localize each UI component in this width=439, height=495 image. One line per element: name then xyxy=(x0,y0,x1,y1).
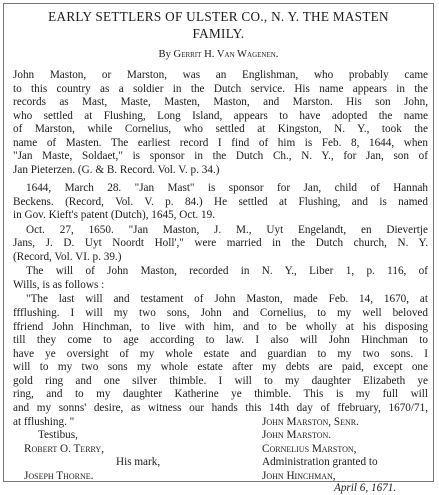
sig-john-hinchman: John Hinchman, xyxy=(262,469,336,482)
p2-line: Beckens. (Record, Vol. V. p. 84.) He settled at Flushing, and is named xyxy=(13,195,428,208)
will-line: till they come to age according to law. I also will John Hinchman to xyxy=(13,334,428,347)
will-line: have ye oversight of my whole estate and guardian to my two sons. I xyxy=(13,347,428,360)
p4-line: The will of John Maston, recorded in N. Y., Liber 1, p. 116, of xyxy=(26,265,428,278)
p4-line: Wills, is as follows : xyxy=(13,278,105,291)
sig-date: April 6, 1671. xyxy=(334,481,397,494)
p1-line: "Jan Maste, Soldaet," is sponsor in the Dutch Ch., N. Y., for Jan, son of xyxy=(13,150,428,163)
p3-line: Jans, J. D. Uyt Noordt Holl'," were married in the Dutch church, N. Y. xyxy=(13,237,428,250)
p3-line: Oct. 27, 1650. "Jan Maston, J. M., Uyt Engelandt, en Dievertje xyxy=(26,223,428,236)
will-line: at fflushing. " xyxy=(13,415,75,428)
sig-cornelius-marston: Cornelius Marston, xyxy=(262,442,357,455)
p1-line: Jan Pieterzen. (G. & B. Record. Vol. V. p. 34.) xyxy=(13,164,220,177)
title-line-2: FAMILY. xyxy=(192,26,245,41)
will-line: "The last will and testament of John Maston, made Feb. 14, 1670, at xyxy=(26,293,428,306)
will-line: ring, and to my daughter Katherine ye thimble. This is my full will xyxy=(13,388,428,401)
author-name: Gerrit H. Van Wagenen. xyxy=(173,49,279,60)
p2-line: 1644, March 28. "Jan Mast" is sponsor for Jan, child of Hannah xyxy=(26,182,428,195)
p2-line: in Gov. Kieft's patent (Dutch), 1645, Oct. 19. xyxy=(13,209,216,222)
will-line: and my sonns' desire, as witness our hands this 14th day of ffebruary, 1670/71, xyxy=(13,402,428,415)
p1-line: name of Masten. The earliest record I find of him is Feb. 8, 1644, when xyxy=(13,136,428,149)
p1-line: who settled at Flushing, Long Island, appears to have adopted the name xyxy=(13,109,428,122)
article-title-line-2 xyxy=(4,26,433,42)
p3-line: (Record, Vol. VI. p. 39.) xyxy=(13,250,122,263)
will-line: will to my two sons my whole estate after my debts are paid, except one xyxy=(13,361,428,374)
sig-his-mark: His mark, xyxy=(116,456,161,469)
p1-line: of Marston, while Cornelius, who settled at Kingston, N. Y., took the xyxy=(13,123,428,136)
sig-testibus: Testibus, xyxy=(38,429,78,442)
sig-robert-terry: Robert O. Terry, xyxy=(24,442,104,455)
sig-joseph-thorne: Joseph Thorne. xyxy=(24,469,94,482)
byline xyxy=(4,49,433,60)
document-page xyxy=(3,3,434,494)
byline-prefix: By xyxy=(158,49,171,60)
p1-line: John Maston, or Marston, was an Englishman, who probably came xyxy=(13,69,428,81)
sig-john-marston: John Marston. xyxy=(262,429,332,442)
p1-line: to this country as a soldier in the Dutch service. His name appears in the xyxy=(13,82,428,95)
title-line-1: EARLY SETTLERS OF ULSTER CO., N. Y. THE MASTEN xyxy=(48,9,389,24)
sig-john-marston-senr: John Marston, Senr. xyxy=(262,415,359,428)
will-line: ffriend John Hinchman, to live with him, and to be wholly at his disposing xyxy=(13,320,428,333)
will-line: gold ring and one silver thimble. I will to my daughter Elizabeth ye xyxy=(13,374,428,387)
p1-line: records as Mast, Maste, Masten, Maston, and Marston. His son John, xyxy=(13,96,428,109)
sig-administration: Administration granted to xyxy=(262,456,378,469)
article-title xyxy=(4,9,433,25)
will-line: ffflushing. I will my two sons, John and Cornelius, to my well beloved xyxy=(13,307,428,319)
